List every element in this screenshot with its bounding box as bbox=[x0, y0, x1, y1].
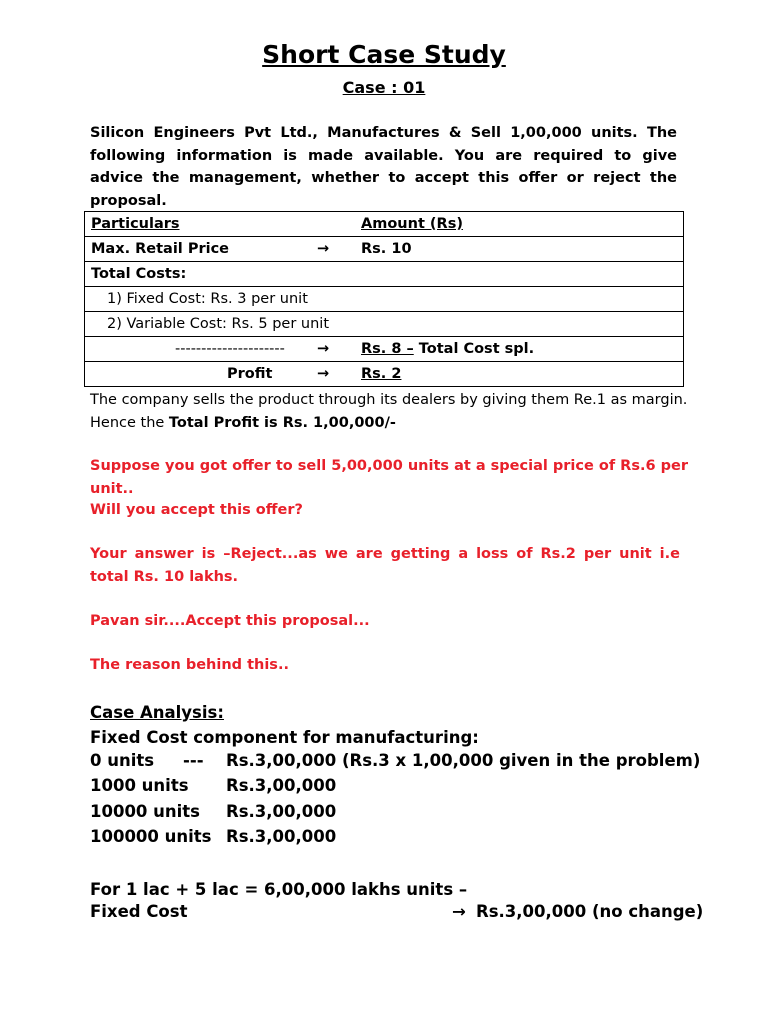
value-cell: Rs.3,00,000 (Rs.3 x 1,00,000 given in the problem) bbox=[226, 751, 701, 770]
answer-text: Your answer is –Reject...as we are getting a loss of Rs.2 per unit i.e total Rs. 10 lakhs. bbox=[90, 546, 680, 585]
fixed-cost-value: Rs.3,00,000 (no change) bbox=[476, 902, 704, 921]
table-row-profit bbox=[85, 362, 684, 387]
variable-cost-item: 2) Variable Cost: Rs. 5 per unit bbox=[107, 316, 330, 332]
profit-value: Rs. 2 bbox=[361, 366, 402, 382]
arrow-icon: → bbox=[317, 241, 330, 257]
header-amount: Amount (Rs) bbox=[361, 216, 463, 232]
units-cell: 100000 units bbox=[90, 827, 212, 846]
total-cost-value: Rs. 8 – Total Cost spl. bbox=[361, 341, 535, 357]
case-label: Case : 01 bbox=[342, 78, 426, 97]
table-row-total-cost bbox=[85, 337, 684, 362]
combined-units-line: For 1 lac + 5 lac = 6,00,000 lakhs units – bbox=[90, 880, 468, 899]
case-analysis-heading: Case Analysis: bbox=[90, 703, 224, 722]
mrp-label: Max. Retail Price bbox=[91, 241, 230, 257]
case-analysis-subheading: Fixed Cost component for manufacturing: bbox=[90, 728, 479, 747]
pavan-text: Pavan sir....Accept this proposal... bbox=[90, 613, 370, 629]
units-cell: 10000 units bbox=[90, 802, 201, 821]
value-cell: Rs.3,00,000 bbox=[226, 776, 337, 795]
mrp-value: Rs. 10 bbox=[361, 241, 412, 257]
question-text: Will you accept this offer? bbox=[90, 502, 303, 518]
table-row-mrp bbox=[85, 237, 684, 262]
table-header-row bbox=[85, 212, 684, 237]
units-cell: 0 units bbox=[90, 751, 155, 770]
table-row-variable-cost bbox=[85, 312, 684, 337]
total-profit-text: Total Profit is Rs. 1,00,000/- bbox=[168, 414, 396, 431]
arrow-icon: → bbox=[452, 902, 466, 921]
fixed-cost-item: 1) Fixed Cost: Rs. 3 per unit bbox=[107, 291, 308, 307]
table-row-total-costs bbox=[85, 262, 684, 287]
units-cell: 1000 units bbox=[90, 776, 189, 795]
fixed-cost-label: Fixed Cost bbox=[90, 902, 188, 921]
arrow-icon: → bbox=[317, 366, 330, 382]
page-title: Short Case Study bbox=[262, 40, 506, 69]
value-cell: Rs.3,00,000 bbox=[226, 802, 337, 821]
offer-text: Suppose you got offer to sell 5,00,000 units at a special price of Rs.6 per unit.. bbox=[90, 458, 688, 497]
value-cell: Rs.3,00,000 bbox=[226, 827, 337, 846]
cost-table bbox=[84, 211, 684, 387]
dealers-text: The company sells the product through its dealers by giving them Re.1 as margin. Hence the bbox=[90, 392, 688, 431]
intro-paragraph: Silicon Engineers Pvt Ltd., Manufactures & Sell 1,00,000 units. The following information is made available. You are required to give advice the management, whether to accept this offer or reject the proposal. bbox=[90, 125, 677, 209]
dashes-separator: --------------------- bbox=[175, 341, 285, 357]
separator-cell: --- bbox=[183, 751, 204, 770]
profit-label: Profit bbox=[227, 366, 273, 382]
arrow-icon: → bbox=[317, 341, 330, 357]
total-costs-label: Total Costs: bbox=[91, 266, 187, 282]
reason-text: The reason behind this.. bbox=[90, 657, 289, 673]
header-particulars: Particulars bbox=[91, 216, 180, 232]
table-row-fixed-cost bbox=[85, 287, 684, 312]
dealers-paragraph bbox=[90, 389, 690, 434]
